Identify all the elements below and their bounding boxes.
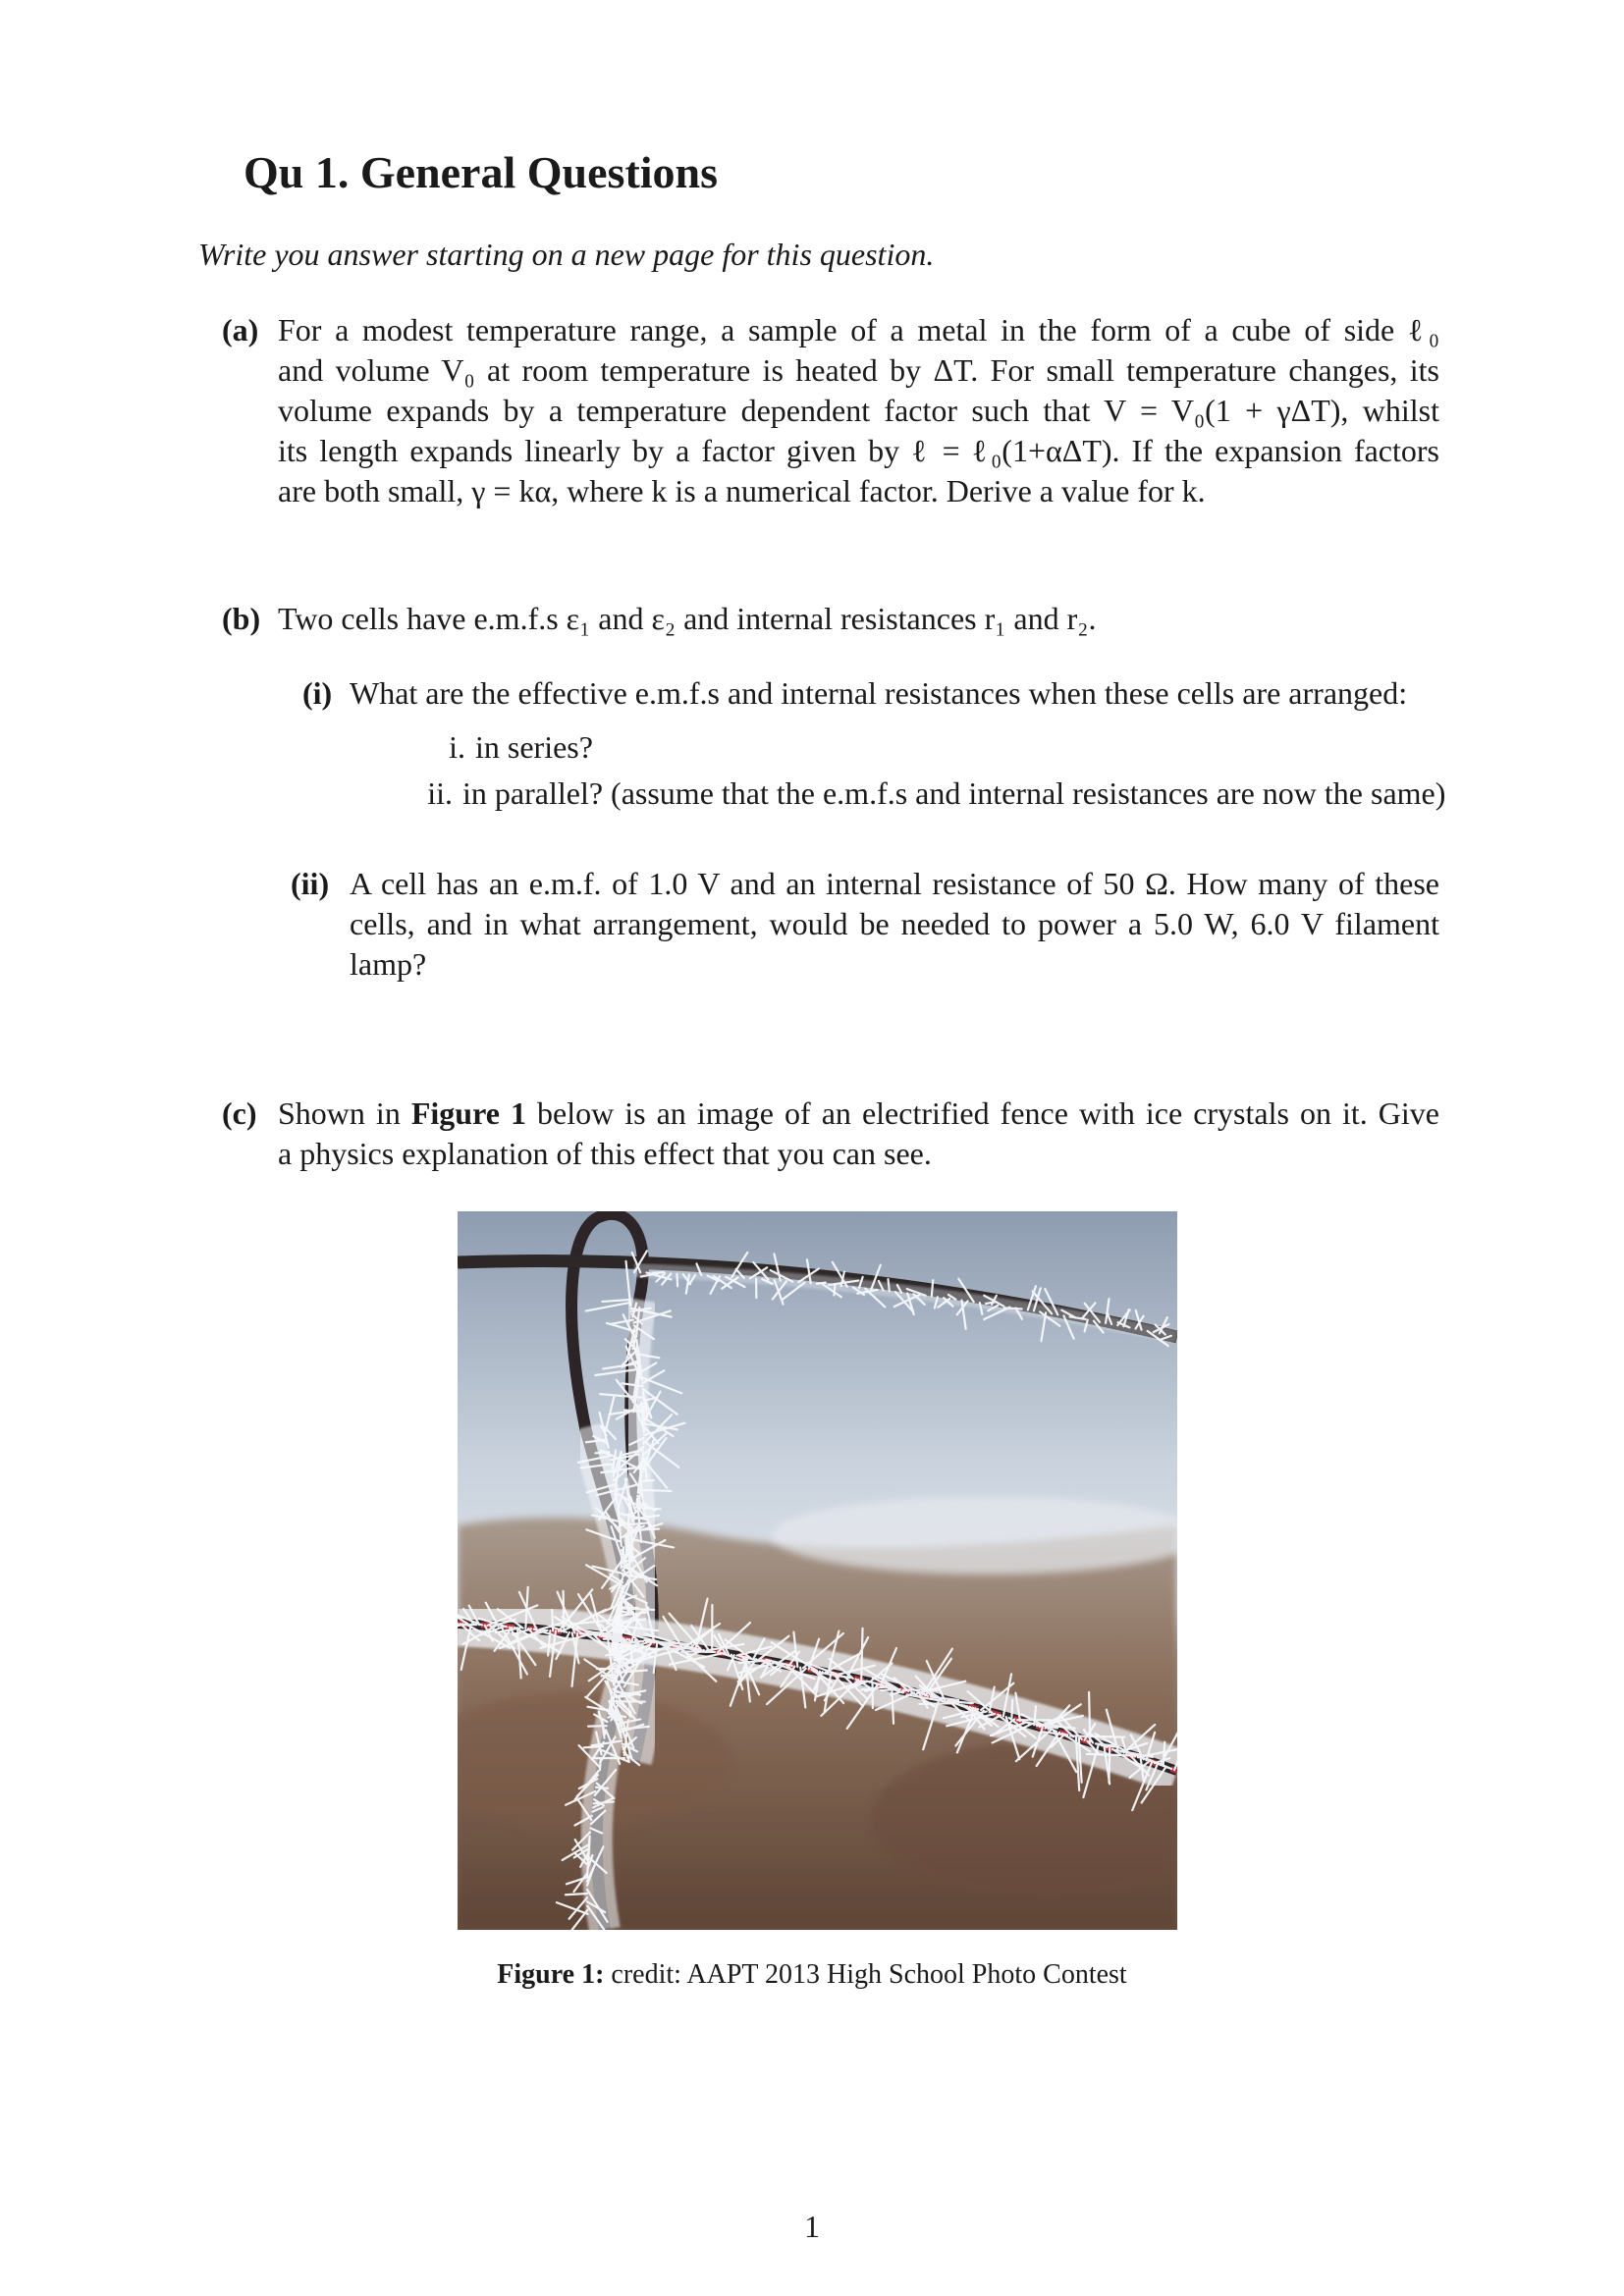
- part-a-label: (a): [222, 312, 259, 347]
- part-a-line: are both small, γ = kα, where k is a numerical factor. Derive a value for k.: [278, 473, 1206, 508]
- part-a-line: its length expands linearly by a factor given by ℓ = ℓ₀(1+αΔT). If the expansion factors: [278, 433, 1439, 468]
- part-c-text: [278, 1094, 1439, 1174]
- subpart-ii-line: lamp?: [350, 946, 427, 982]
- subpart-ii-text: [350, 864, 1439, 985]
- fence-ice-crystals-photo: [458, 1211, 1177, 1930]
- option-text: in parallel? (assume that the e.m.f.s and internal resistances are now the same): [462, 775, 1446, 811]
- part-c-label: (c): [222, 1095, 257, 1131]
- page-number: 1: [804, 2209, 820, 2244]
- subpart-i-label: (i): [302, 675, 333, 711]
- option-text: in series?: [475, 729, 593, 765]
- instruction-text: Write you answer starting on a new page for this question.: [198, 237, 935, 272]
- subpart-ii-line: A cell has an e.m.f. of 1.0 V and an internal resistance of 50 Ω. How many of these: [350, 866, 1439, 901]
- subpart-i-text: What are the effective e.m.f.s and internal resistances when these cells are arranged:: [350, 675, 1408, 711]
- part-a-text: [278, 310, 1439, 511]
- part-a-line: and volume V₀ at room temperature is heated by ΔT. For small temperature changes, its: [278, 352, 1439, 388]
- subpart-ii-line: cells, and in what arrangement, would be needed to power a 5.0 W, 6.0 V filament: [350, 906, 1439, 941]
- option-numeral: i.: [449, 729, 465, 765]
- option-parallel: [409, 774, 1445, 814]
- part-a-line: volume expands by a temperature dependent factor such that V = V₀(1 + γΔT), whilst: [278, 393, 1439, 428]
- figure-reference: Figure 1: [410, 1095, 526, 1131]
- option-numeral: ii.: [427, 775, 453, 811]
- part-a-line: For a modest temperature range, a sample of a metal in the form of a cube of side ℓ₀: [278, 312, 1439, 347]
- caption-label: Figure 1:: [497, 1959, 605, 1990]
- subpart-ii-label: (ii): [291, 866, 330, 901]
- figure-caption: [0, 1957, 1624, 1993]
- part-c-text-pre: Shown in: [278, 1095, 401, 1131]
- part-b-label: (b): [222, 601, 261, 636]
- option-series: [422, 727, 593, 768]
- part-b-stem: Two cells have e.m.f.s ε₁ and ε₂ and internal resistances r₁ and r₂.: [278, 601, 1097, 636]
- part-c-line: a physics explanation of this effect that you can see.: [278, 1136, 932, 1171]
- part-c-line: [278, 1094, 1439, 1134]
- caption-text: credit: AAPT 2013 High School Photo Contest: [611, 1959, 1127, 1990]
- part-c-text-post: below is an image of an electrified fence with ice crystals on it. Give: [536, 1095, 1440, 1131]
- question-title: Qu 1. General Questions: [244, 147, 719, 197]
